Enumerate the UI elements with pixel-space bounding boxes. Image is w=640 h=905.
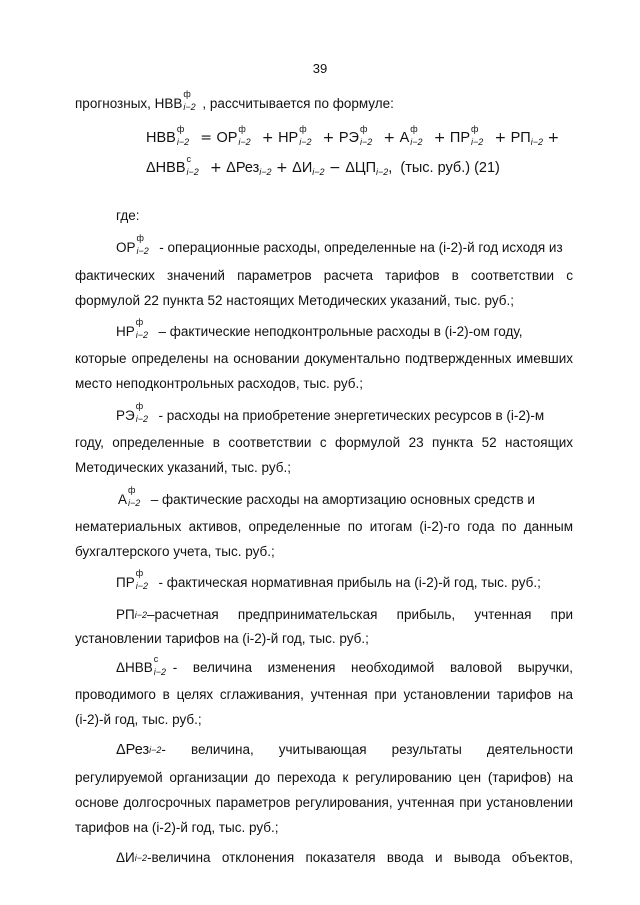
def-dnvv-line-2: проводимого в целях сглаживания, учтенная при установлении тарифов на (75, 687, 573, 702)
f1-t8-sup: ф (410, 124, 418, 134)
def-drez-line-1 (116, 741, 573, 759)
f1-op3: + (257, 130, 279, 146)
f1-t2-sup: ф (238, 124, 246, 134)
f1-op7: + (378, 130, 400, 146)
f1-t4-scripts (298, 124, 318, 147)
def-nr-sub: i−2 (135, 330, 149, 340)
def-dnvv-term: ΔНВВ (116, 660, 153, 675)
def-nr-line-1 (116, 317, 523, 341)
f1-op1: = (195, 130, 217, 146)
def-nr-scripts (135, 317, 155, 340)
f2-op7: , (тыс. руб.) (21) (388, 160, 500, 176)
formula-line-1 (146, 124, 560, 152)
def-re-line-1 (116, 401, 545, 425)
f1-t2-scripts (237, 124, 257, 147)
def-drez-sub: i−2 (149, 745, 162, 755)
def-pr-sup: ф (135, 568, 144, 578)
def-rp-line-2: установлении тарифов на (i-2)-й год, тыс. руб.; (75, 631, 369, 646)
def-or-sub: i−2 (136, 246, 149, 256)
f1-t0: НВВ (146, 130, 176, 146)
f2-t4: ΔИ (292, 160, 313, 176)
def-rp-term: РП (116, 607, 135, 622)
def-or-sup: ф (136, 233, 144, 243)
f1-t12-sub: i−2 (530, 137, 543, 147)
def-nr-sup: ф (135, 317, 144, 327)
def-dnvv-text-1: - величина изменения необходимой валовой выручки, (172, 660, 573, 675)
def-nr-text-1: – фактические неподконтрольные расходы в (i-2)-ом году, (154, 324, 523, 339)
def-rp-sub: i−2 (134, 610, 147, 620)
f1-t4-sup: ф (299, 124, 307, 134)
def-a-term: А (118, 492, 128, 507)
f1-t10-scripts (470, 124, 490, 147)
def-or-term: ОР (116, 240, 136, 255)
def-drez-line-2: регулируемой организации до перехода к регулированию цен (тарифов) на (75, 770, 573, 785)
def-a-line-3: бухгалтерского учета, тыс. руб.; (75, 544, 275, 559)
def-drez-line-4: тарифов на (i-2)-й год, тыс. руб.; (75, 820, 279, 835)
f1-t6: РЭ (338, 130, 359, 146)
def-a-line-2: нематериальных активов, определенные по итогам (i-2)-го года по данным (75, 519, 573, 534)
f2-op5: − (324, 160, 346, 176)
f1-t6-scripts (359, 124, 379, 147)
f1-t4: НР (278, 130, 299, 146)
def-re-term: РЭ (116, 408, 135, 423)
f2-t6: ΔЦП (345, 160, 377, 176)
def-re-sup: ф (135, 401, 144, 411)
f2-t4-sub: i−2 (312, 167, 325, 177)
f1-t8-sub: i−2 (410, 137, 423, 147)
def-a-line-1 (118, 485, 535, 509)
f1-t6-sup: ф (359, 124, 368, 134)
def-di-text-1: -величина отклонения показателя ввода и вывода объектов, (147, 850, 573, 865)
f1-t0-sup: ф (176, 124, 185, 134)
def-re-text-1: - расходы на приобретение энергетических ресурсов в (i-2)-м (154, 408, 545, 423)
def-drez-line-3: основе долгосрочных параметров регулирования, учтенная при установлении (75, 795, 573, 810)
f1-t10-sub: i−2 (471, 137, 484, 147)
def-re-sub: i−2 (135, 414, 148, 424)
def-rp-line-1 (116, 606, 573, 624)
f2-t0-sub: i−2 (186, 167, 199, 177)
f2-t0-scripts (186, 154, 206, 177)
f1-t2-sub: i−2 (238, 137, 251, 147)
intro-line (75, 89, 394, 113)
def-dnvv-line-1 (116, 654, 573, 677)
def-or-text-1: - операционные расходы, определенные на (i-2)-й год исходя из (155, 240, 563, 255)
def-pr-scripts (135, 568, 155, 591)
f1-op9: + (429, 130, 450, 146)
f1-t10: ПР (449, 130, 470, 146)
def-pr-text-1: - фактическая нормативная прибыль на (i-2)-й год, тыс. руб.; (154, 575, 541, 590)
f1-t8: А (399, 130, 410, 146)
def-or-line-2: фактических значений параметров расчета тарифов в соответствии с (75, 268, 573, 283)
f2-t0: ΔНВВ (146, 160, 186, 176)
def-or-line-3: формулой 22 пункта 52 настоящих Методических указаний, тыс. руб.; (75, 293, 514, 308)
f2-t2-sub: i−2 (259, 167, 272, 177)
def-re-scripts (135, 401, 155, 424)
def-a-sup: ф (128, 485, 136, 495)
def-a-sub: i−2 (128, 498, 141, 508)
def-rp-text-1: –расчетная предпринимательская прибыль, учтенная при (146, 607, 573, 622)
def-drez-term: ΔРез (116, 742, 150, 758)
formula-line-2 (146, 154, 500, 182)
def-or-line-1 (116, 233, 563, 257)
def-a-text-1: – фактические расходы на амортизацию основных средств и (147, 492, 535, 507)
def-di-sub: i−2 (134, 853, 147, 863)
f1-t0-scripts (176, 124, 196, 147)
f1-t8-scripts (409, 124, 429, 147)
page-number: 39 (312, 61, 328, 76)
def-or-scripts (136, 233, 156, 256)
def-drez-text-1: - величина, учитывающая результаты деятельности (161, 742, 573, 757)
f1-op13: + (543, 130, 560, 146)
intro-text-before: прогнозных, НВВ (75, 96, 183, 111)
def-nr-term: НР (116, 324, 135, 339)
def-nr-line-2: которые определены на основании документально подтвержденных имевших (75, 351, 573, 366)
f2-op1: + (205, 160, 227, 176)
f1-op11: + (490, 130, 511, 146)
def-dnvv-line-3: (i-2)-й год, тыс. руб.; (75, 712, 202, 727)
f1-t12: РП (510, 130, 531, 146)
def-re-line-2: году, определенные в соответствии с формулой 23 пункта 52 настоящих (75, 435, 573, 450)
f1-op5: + (318, 130, 339, 146)
def-re-line-3: Методических указаний, тыс. руб.; (75, 460, 292, 475)
f1-t4-sub: i−2 (299, 137, 312, 147)
f2-t0-sup: с (186, 154, 191, 164)
f1-t6-sub: i−2 (359, 137, 373, 147)
f2-t6-sub: i−2 (376, 167, 389, 177)
def-nr-line-3: место неподконтрольных расходов, тыс. руб.; (75, 376, 363, 391)
f1-t2: ОР (216, 130, 238, 146)
def-dnvv-scripts (153, 654, 173, 677)
def-dnvv-sub: i−2 (153, 667, 167, 677)
f2-t2: ΔРез (226, 160, 260, 176)
def-di-line-1 (116, 849, 573, 867)
def-pr-line-1 (116, 568, 541, 592)
def-pr-sub: i−2 (135, 581, 148, 591)
where-label: где: (116, 208, 140, 223)
def-di-term: ΔИ (116, 850, 135, 865)
def-dnvv-sup: с (153, 654, 159, 664)
def-pr-term: ПР (116, 575, 135, 590)
f1-t10-sup: ф (471, 124, 479, 134)
intro-sub: i−2 (183, 102, 196, 112)
def-a-scripts (127, 485, 147, 508)
intro-sup: ф (183, 89, 191, 99)
intro-scripts (182, 89, 202, 112)
f2-op3: + (271, 160, 293, 176)
f1-t0-sub: i−2 (176, 137, 190, 147)
intro-text-after: , рассчитывается по формуле: (202, 96, 394, 111)
